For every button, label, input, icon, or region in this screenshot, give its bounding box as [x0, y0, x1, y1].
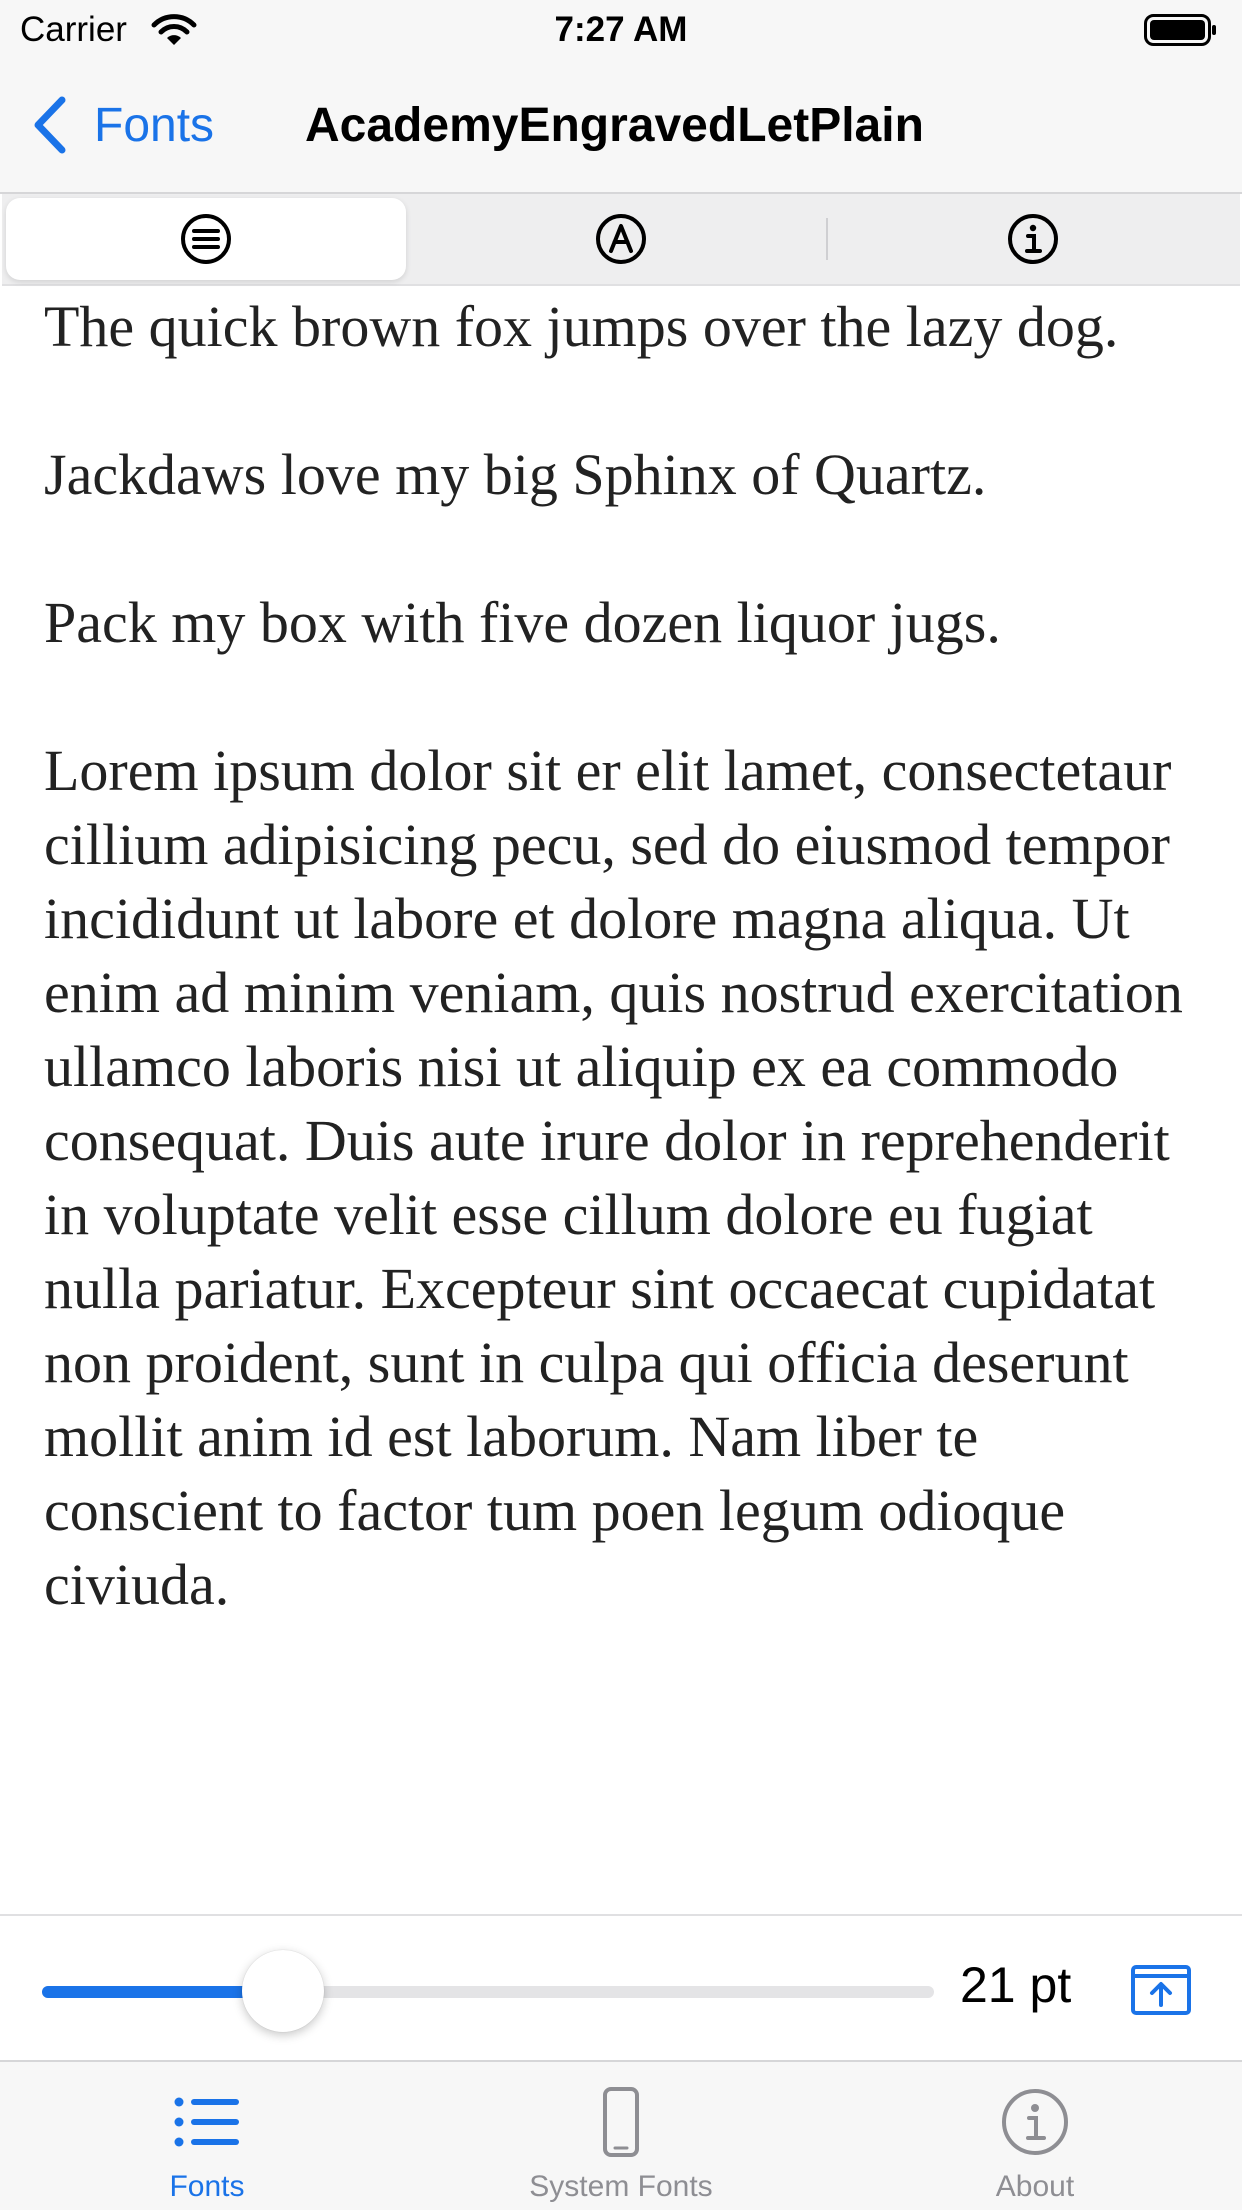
segment-glyphs[interactable]: [416, 198, 826, 280]
carrier-label: Carrier: [20, 10, 127, 49]
tab-fonts[interactable]: [0, 2062, 414, 2210]
sample-paragraph: The quick brown fox jumps over the lazy dog.: [44, 294, 1119, 359]
status-time: 7:27 AM: [554, 10, 688, 49]
sample-paragraph: Pack my box with five dozen liquor jugs.: [44, 590, 1001, 655]
phone-icon: [585, 2086, 657, 2158]
font-size-value: 21 pt: [960, 1957, 1072, 2013]
tab-label: System Fonts: [529, 2170, 713, 2203]
sample-paragraph: Lorem ipsum dolor sit er elit lamet, consectetaur cillium adipisicing pecu, sed do eiusmod tempor incididunt ut labore et dolore magna aliqua. Ut enim ad minim veniam, quis nostrud exercitation ullamco laboris nisi ut aliquip ex ea commodo consequat. Duis aute irure dolor in reprehenderit in voluptate velit esse cillum dolore eu fugiat nulla pariatur. Excepteur sint occaecat cupidatat non proident, sunt in culpa qui officia deserunt mollit anim id est laborum. Nam liber te conscient to factor tum poen legum odioque civiuda.: [44, 738, 1183, 1617]
view-segmented-control: [2, 194, 1240, 286]
font-size-slider[interactable]: [42, 1986, 934, 1998]
tab-label: About: [995, 2170, 1075, 2203]
font-size-toolbar: [0, 1914, 1242, 2062]
tab-label: Fonts: [169, 2170, 245, 2203]
back-button-label: Fonts: [94, 98, 215, 152]
letter-a-circle-icon: [593, 211, 649, 267]
tab-system-fonts[interactable]: [414, 2062, 828, 2210]
navigation-bar: [0, 62, 1242, 194]
list-icon: [171, 2086, 243, 2158]
sample-paragraph: Jackdaws love my big Sphinx of Quartz.: [44, 442, 987, 507]
back-button[interactable]: [30, 92, 214, 158]
info-icon: [999, 2086, 1071, 2158]
share-icon[interactable]: [1130, 1964, 1192, 2016]
font-sample-text: [44, 290, 1204, 1622]
tab-bar: [0, 2060, 1242, 2210]
battery-icon: [1144, 14, 1218, 46]
tab-about[interactable]: [828, 2062, 1242, 2210]
slider-thumb[interactable]: [242, 1950, 324, 2032]
info-icon: [1005, 211, 1061, 267]
segment-sample-text[interactable]: [6, 198, 406, 280]
text-lines-icon: [178, 211, 234, 267]
chevron-left-icon: [30, 94, 70, 156]
segment-info[interactable]: [828, 198, 1238, 280]
page-title: AcademyEngravedLetPlain: [305, 99, 924, 152]
status-bar: [0, 0, 1242, 62]
